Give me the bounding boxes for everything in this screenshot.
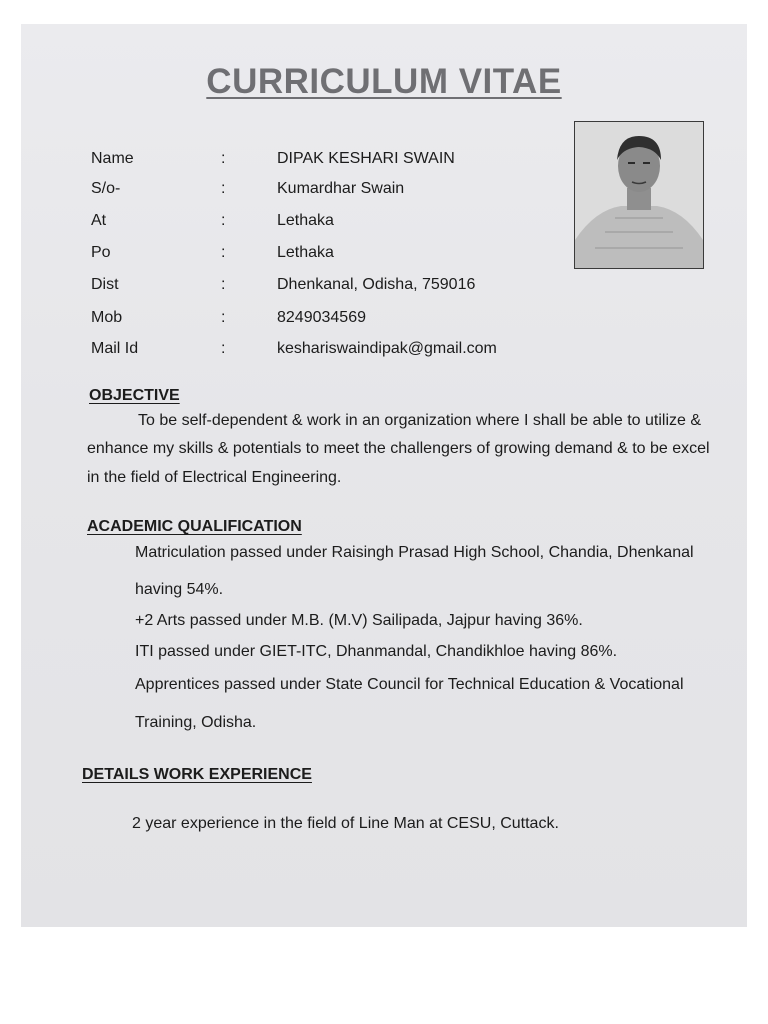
objective-text-line: To be self-dependent & work in an organization where I shall be able to utilize & <box>138 412 702 429</box>
detail-separator: : <box>221 150 226 167</box>
academic-line: Apprentices passed under State Council for Technical Education & Vocational <box>135 676 684 693</box>
detail-label: At <box>91 212 107 229</box>
academic-line: Matriculation passed under Raisingh Prasad High School, Chandia, Dhenkanal <box>135 544 694 561</box>
academic-line: ITI passed under GIET-ITC, Dhanmandal, Chandikhloe having 86%. <box>135 643 618 660</box>
academic-heading: ACADEMIC QUALIFICATION <box>87 518 302 535</box>
detail-separator: : <box>221 244 226 261</box>
detail-value: keshariswaindipak@gmail.com <box>277 340 497 357</box>
detail-value: Dhenkanal, Odisha, 759016 <box>277 276 476 293</box>
detail-label: Mail Id <box>91 340 139 357</box>
detail-separator: : <box>221 212 226 229</box>
cv-title-text: CURRICULUM VITAE <box>206 62 562 101</box>
detail-row-mail <box>21 340 747 362</box>
profile-photo-portrait <box>575 122 703 268</box>
detail-value: 8249034569 <box>277 309 366 326</box>
detail-label: Po <box>91 244 111 261</box>
detail-label: S/o- <box>91 180 121 197</box>
detail-separator: : <box>221 340 226 357</box>
academic-line: Training, Odisha. <box>135 714 257 731</box>
detail-value: DIPAK KESHARI SWAIN <box>277 150 455 167</box>
experience-heading: DETAILS WORK EXPERIENCE <box>82 766 312 783</box>
cv-page <box>21 24 747 927</box>
academic-line: having 54%. <box>135 581 224 598</box>
detail-label: Dist <box>91 276 119 293</box>
detail-row-mobile <box>21 309 747 331</box>
objective-heading: OBJECTIVE <box>89 387 180 404</box>
detail-value: Lethaka <box>277 212 334 229</box>
detail-value: Kumardhar Swain <box>277 180 405 197</box>
experience-text: 2 year experience in the field of Line Man at CESU, Cuttack. <box>132 815 559 832</box>
detail-value: Lethaka <box>277 244 334 261</box>
detail-separator: : <box>221 309 226 326</box>
academic-line: +2 Arts passed under M.B. (M.V) Sailipada, Jajpur having 36%. <box>135 612 583 629</box>
detail-separator: : <box>221 180 226 197</box>
detail-label: Mob <box>91 309 123 326</box>
cv-title <box>21 62 747 102</box>
detail-label: Name <box>91 150 134 167</box>
detail-separator: : <box>221 276 226 293</box>
profile-photo <box>574 121 704 269</box>
detail-row-dist <box>21 276 747 298</box>
objective-text-line: in the field of Electrical Engineering. <box>87 469 342 486</box>
objective-text-line: enhance my skills & potentials to meet the challengers of growing demand & to be excel <box>87 440 710 457</box>
